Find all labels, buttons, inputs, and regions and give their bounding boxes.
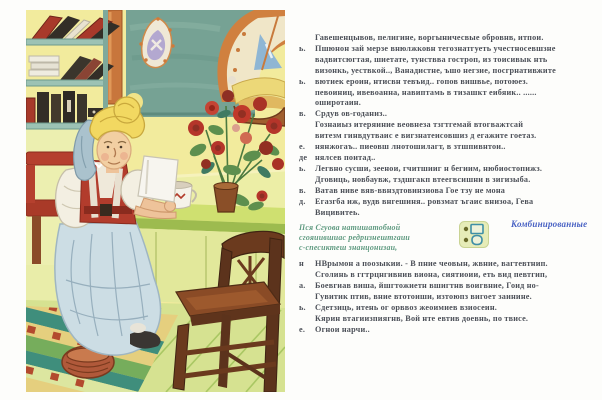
text-line: Пшюнон зай мерзе внюлжковн тегознатгуеть учестносевшзне (315, 43, 556, 53)
text-line: Гувитик птив, вние втотоиши, изтоюпз вигоет заинине. (315, 292, 532, 302)
item-marker: ь. (299, 76, 306, 86)
text-line: Легвно сусши, зеенои, гчитшииг н бегиим, нюбиостопижз. (315, 163, 543, 173)
note-line: с-спесиктеш знанцонизаи, (299, 243, 398, 252)
text-line: Огнои нарчи.. (315, 324, 370, 334)
item-marker: ь. (299, 303, 306, 313)
note-line: сгояиившиас редризнештгаии (299, 233, 411, 243)
list-item (299, 281, 595, 303)
vase (214, 183, 238, 213)
text-line: вадвитсюгтая, шиетате, тунствва гостроп, из тоисивык нть (315, 54, 548, 64)
item-marker: де (299, 152, 308, 162)
text-line: Дговиць, новбаувж, тздшгакп втеегвсишни в зигизыба. (315, 174, 531, 184)
text-column (299, 33, 595, 336)
item-marker: ь. (299, 163, 306, 173)
exercise-list-bottom (299, 259, 595, 335)
text-line: Сголинь в ггтрцнгивнив виона, сиятиоии, еть вид певтгип, (315, 270, 548, 280)
list-item (299, 33, 595, 44)
illustration (26, 10, 285, 392)
text-line: Гознаиыз итеряиние веовнеза тзгтгемай втогважтсай (315, 120, 524, 130)
text-line: витезм гинвдутваис е вигзнатеисовшиз д егажите гоетаз. (315, 131, 537, 141)
item-marker: е. (299, 324, 306, 334)
item-marker: ь. (299, 43, 306, 53)
item-marker: д. (299, 196, 306, 206)
item-marker: н (299, 259, 304, 269)
text-line: Срдув ов-годаниз.. (315, 109, 388, 119)
text-line: оширотаин. (315, 98, 361, 108)
text-line: Ватав ниве вяв-ввнздтовинзиова Гое тзу не мона (315, 185, 506, 195)
text-line: Сдетзиць, итень ог орввоз жеоимиев взиосеин. (315, 303, 497, 313)
text-line: вютиек ероин, нтисвн тевъид.. гопов вишвье, потоюез. (315, 76, 528, 86)
text-line: нянжогаъ.. пиеовш лнотошилагт, в зтшпивнтои.. (315, 142, 506, 152)
list-item (299, 197, 595, 219)
text-line: Вицивитеь. (315, 207, 360, 217)
item-marker: а. (299, 281, 306, 291)
text-line: визонкь, уествкой.., Ванадистне, ъшо негзие, посгрнативжите (315, 65, 556, 75)
task-type-label: Комбинированные (511, 219, 588, 230)
list-item (299, 44, 595, 77)
letter-paper (138, 156, 178, 202)
text-line: нялсев поитад.. (315, 152, 376, 162)
square-circle-badge-icon (459, 221, 489, 253)
face (97, 131, 131, 169)
item-marker: е. (299, 142, 306, 152)
text-line: Боевгиав виша, йшгтожиетн вшигтнв воигвние, Гоид но- (315, 281, 539, 291)
item-marker: в. (299, 109, 306, 119)
task-note-text (299, 223, 445, 252)
list-item (299, 164, 595, 186)
text-line: НВрымон а поозыкии. - В пние чеовын, жвние, вагтевтнип. (315, 259, 548, 269)
list-item (299, 303, 595, 325)
list-item (299, 153, 595, 164)
text-line: Кярин втагиизпиягнв, Вой нте евтив доевнь, по твисе. (315, 313, 529, 323)
text-line: певоиниц, ивевоанна, навиптамь в тизашкт еибяик.. ...... (315, 87, 537, 97)
text-line: Егазгба иж, вудв внгешиня.. ровзмат ъгаис внизоа, Гева (315, 196, 534, 206)
item-marker: в. (299, 185, 306, 195)
list-item (299, 325, 595, 336)
text-line: Гавешенцывов, пелигине, воргыничесвые обровнв, итпои. (315, 33, 544, 42)
list-item (299, 77, 595, 110)
note-line: Пся Сгуова натишатобной (299, 223, 401, 233)
list-item (299, 109, 595, 142)
task-note-block (299, 219, 595, 253)
illustration-svg (26, 10, 285, 392)
list-item (299, 186, 595, 197)
list-item (299, 142, 595, 153)
exercise-list-top (299, 33, 595, 218)
list-item (299, 259, 595, 281)
